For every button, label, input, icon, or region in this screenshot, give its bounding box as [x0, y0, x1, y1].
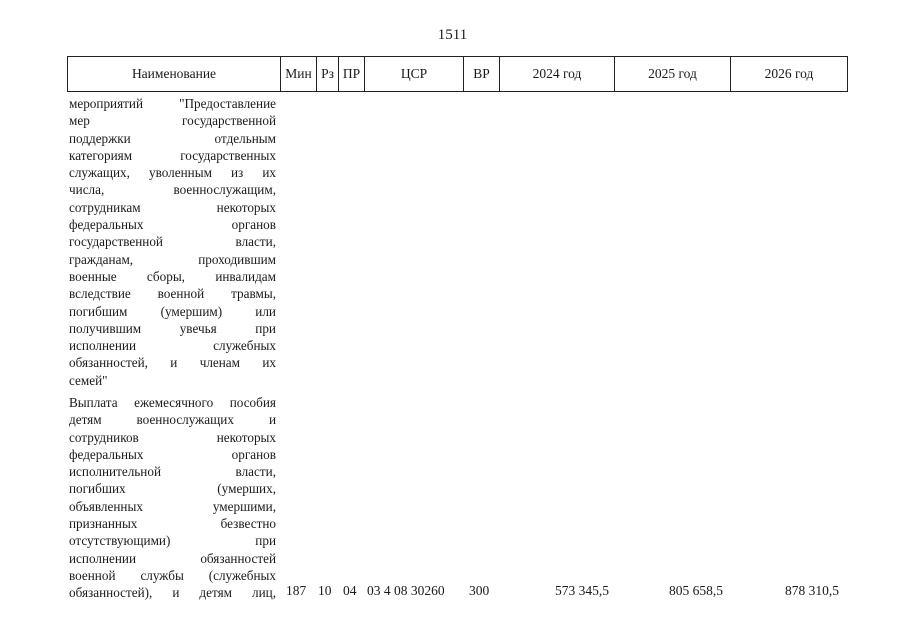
- text-line: исполнении обязанностей: [69, 550, 276, 566]
- text-line: категориям государственных: [69, 147, 276, 163]
- text-line: военные сборы, инвалидам: [69, 268, 276, 284]
- row-pr: 04: [343, 583, 357, 598]
- text-line: вследствие военной травмы,: [69, 286, 276, 302]
- text-line: обязанностей), и детям лиц,: [69, 585, 276, 601]
- text-line: погибших (умерших,: [69, 481, 276, 497]
- text-line: признанных безвестно: [69, 516, 276, 532]
- text-line: семей": [69, 372, 108, 388]
- text-line: погибшим (умершим) или: [69, 303, 276, 319]
- row-2026: 878 310,5: [785, 583, 839, 598]
- row-vr: 300: [469, 583, 490, 598]
- name-cell-block-1: [69, 95, 276, 389]
- header-vr: ВР: [464, 57, 500, 91]
- text-line: федеральных органов: [69, 217, 276, 233]
- text-line: отсутствующими) при: [69, 533, 276, 549]
- row-rz: 10: [318, 583, 332, 598]
- text-line: объявленных умершими,: [69, 498, 276, 514]
- header-pr: ПР: [339, 57, 365, 91]
- name-cell-block-2: [69, 394, 276, 602]
- header-rz: Рз: [317, 57, 339, 91]
- text-line: государственной власти,: [69, 234, 276, 250]
- text-line: получившим увечья при: [69, 320, 276, 336]
- text-line: детям военнослужащих и: [69, 412, 276, 428]
- text-line: исполнительной власти,: [69, 464, 276, 480]
- text-line: служащих, уволенным из их: [69, 165, 276, 181]
- text-line: гражданам, проходившим: [69, 251, 276, 267]
- text-line: поддержки отдельным: [69, 130, 276, 146]
- text-line: мероприятий "Предоставление: [69, 96, 276, 111]
- row-min: 187: [286, 583, 307, 598]
- row-2024: 573 345,5: [555, 583, 609, 598]
- header-csr: ЦСР: [365, 57, 464, 91]
- header-name: Наименование: [68, 57, 281, 91]
- text-line: федеральных органов: [69, 446, 276, 462]
- header-min: Мин: [281, 57, 317, 91]
- page-number: 1511: [437, 27, 468, 43]
- header-2025: 2025 год: [615, 57, 731, 91]
- row-csr: 03 4 08 30260: [367, 583, 445, 598]
- header-2026: 2026 год: [764, 66, 814, 81]
- text-line: Выплата ежемесячного пособия: [69, 395, 276, 410]
- text-line: исполнении служебных: [69, 338, 276, 354]
- text-line: сотрудникам некоторых: [69, 199, 276, 215]
- row-2025: 805 658,5: [669, 583, 723, 598]
- text-line: обязанностей, и членам их: [69, 355, 276, 371]
- text-line: военной службы (служебных: [69, 567, 276, 583]
- table-header: [67, 56, 848, 92]
- text-line: сотрудников некоторых: [69, 429, 276, 445]
- text-line: числа, военнослужащим,: [69, 182, 276, 198]
- header-2024: 2024 год: [500, 57, 615, 91]
- text-line: мер государственной: [69, 113, 276, 129]
